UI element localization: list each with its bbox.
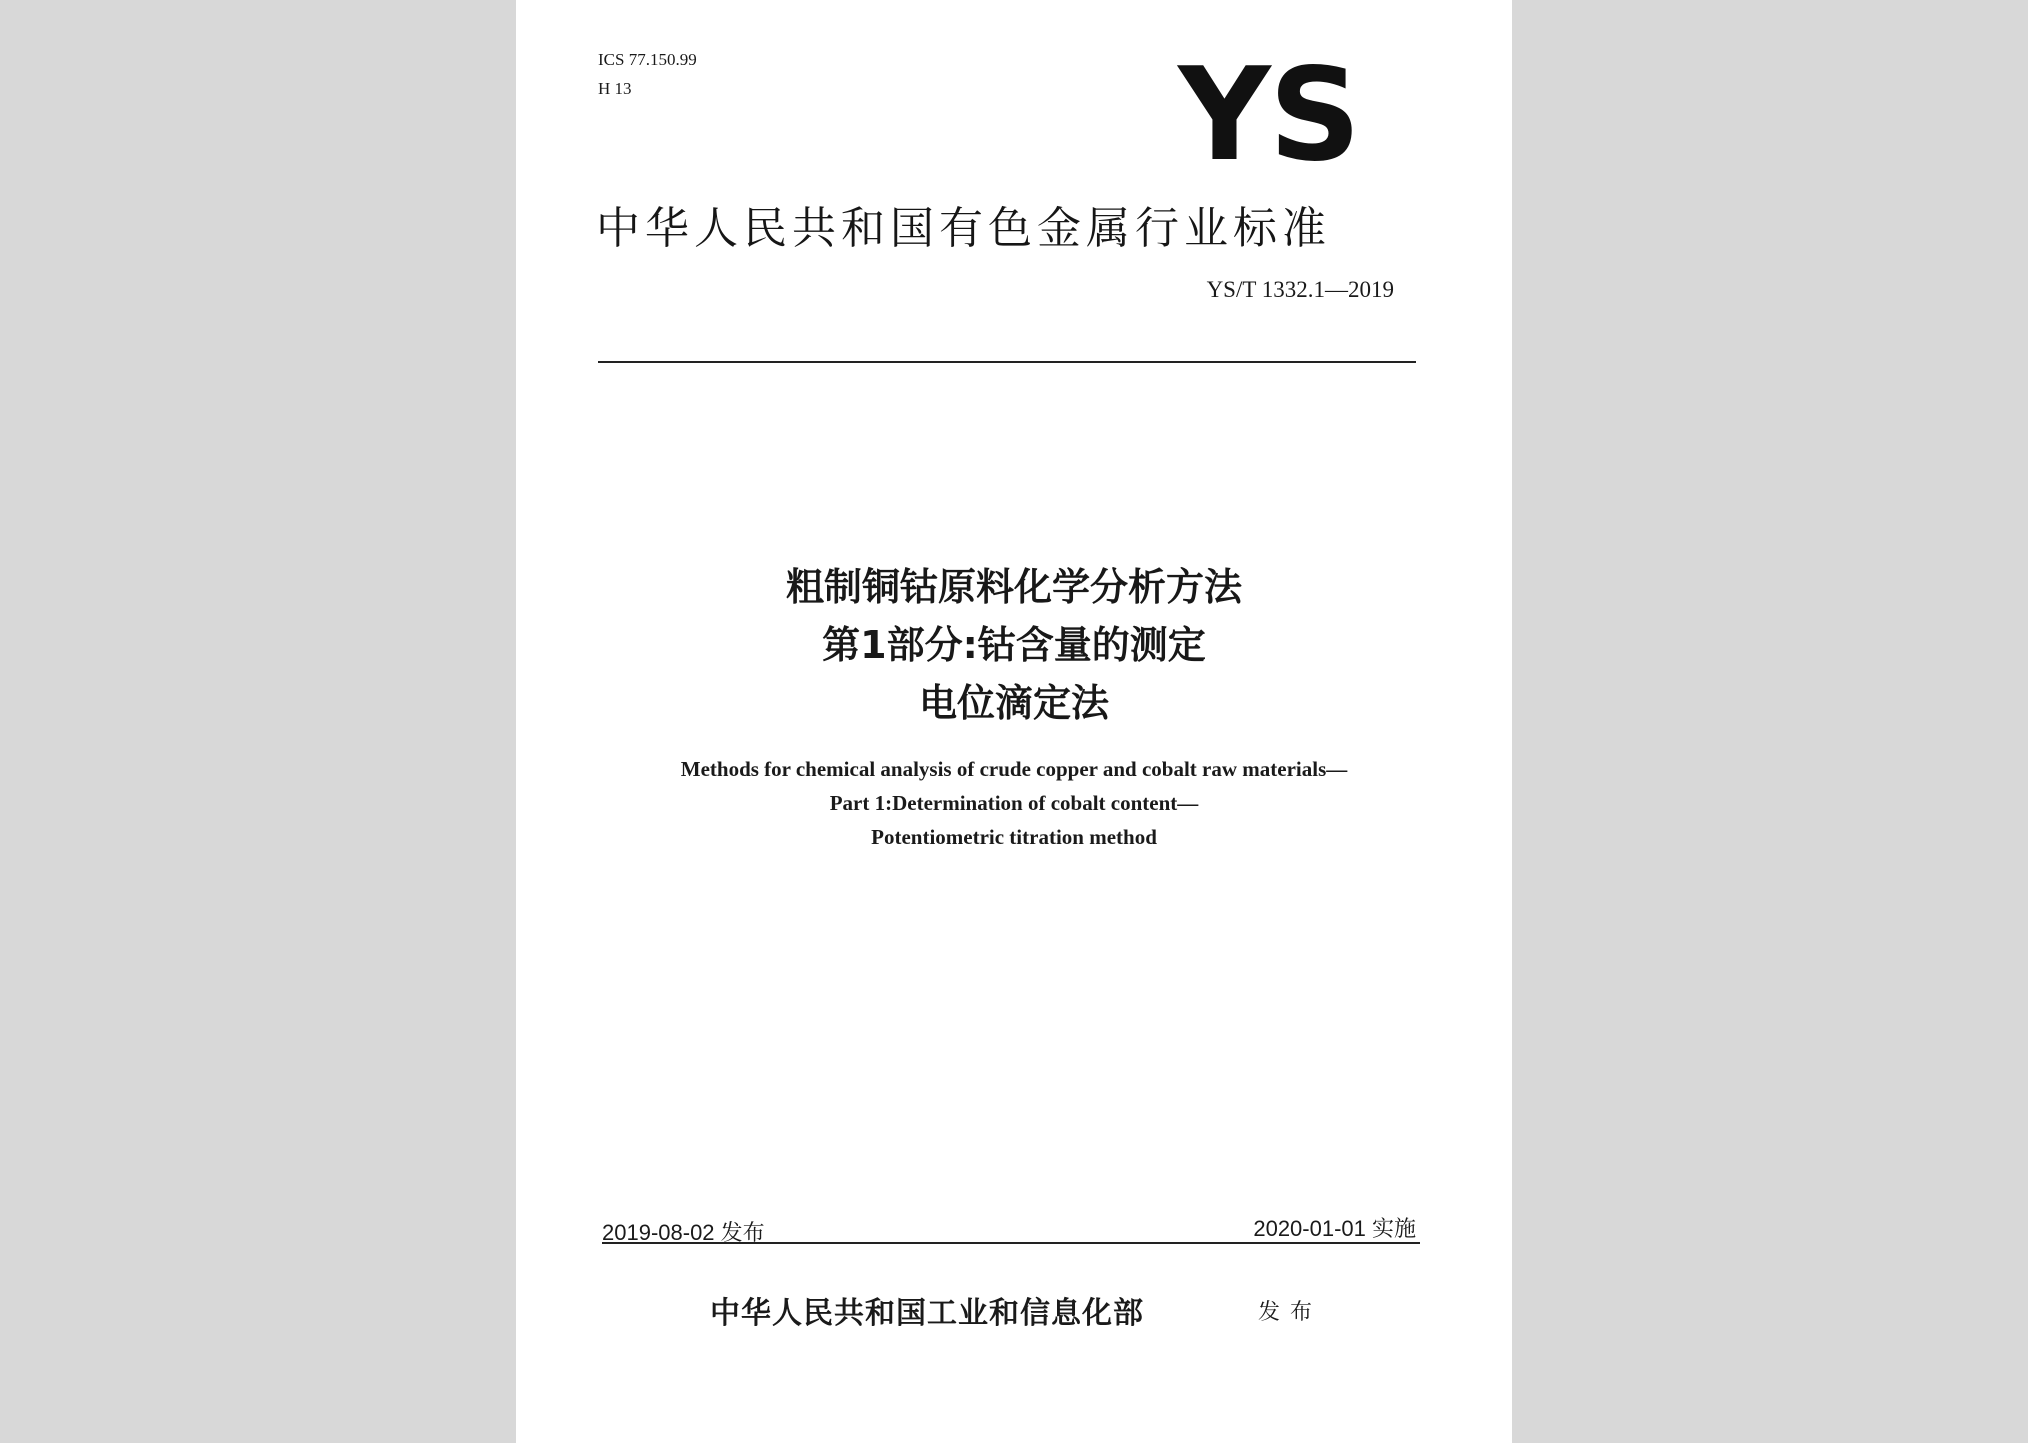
bottom-divider [602, 1242, 1420, 1244]
standard-number: YS/T 1332.1—2019 [1206, 277, 1394, 302]
implementation-date: 2020-01-01 实施 [1253, 1216, 1416, 1241]
top-divider [598, 361, 1416, 363]
en-title-line-3: Potentiometric titration method [871, 825, 1157, 849]
cn-title-line-2: 第1部分:钴含量的测定 [822, 623, 1206, 667]
publisher-name: 中华人民共和国工业和信息化部 [710, 1296, 1144, 1331]
organization-title: 中华人民共和国有色金属行业标准 [596, 203, 1331, 254]
publish-label: 发布 [1258, 1300, 1323, 1325]
ics-code: ICS 77.150.99 [598, 50, 697, 69]
issue-date: 2019-08-02 发布 [602, 1220, 765, 1245]
en-title-line-1: Methods for chemical analysis of crude copper and cobalt raw materials— [680, 757, 1348, 781]
cn-title-line-3: 电位滴定法 [918, 681, 1109, 725]
ys-logo: YS [1178, 41, 1359, 190]
h-code: H 13 [598, 79, 632, 98]
cn-title-line-1: 粗制铜钴原料化学分析方法 [785, 565, 1242, 609]
document-page [516, 0, 1512, 1443]
en-title-line-2: Part 1:Determination of cobalt content— [829, 791, 1199, 815]
